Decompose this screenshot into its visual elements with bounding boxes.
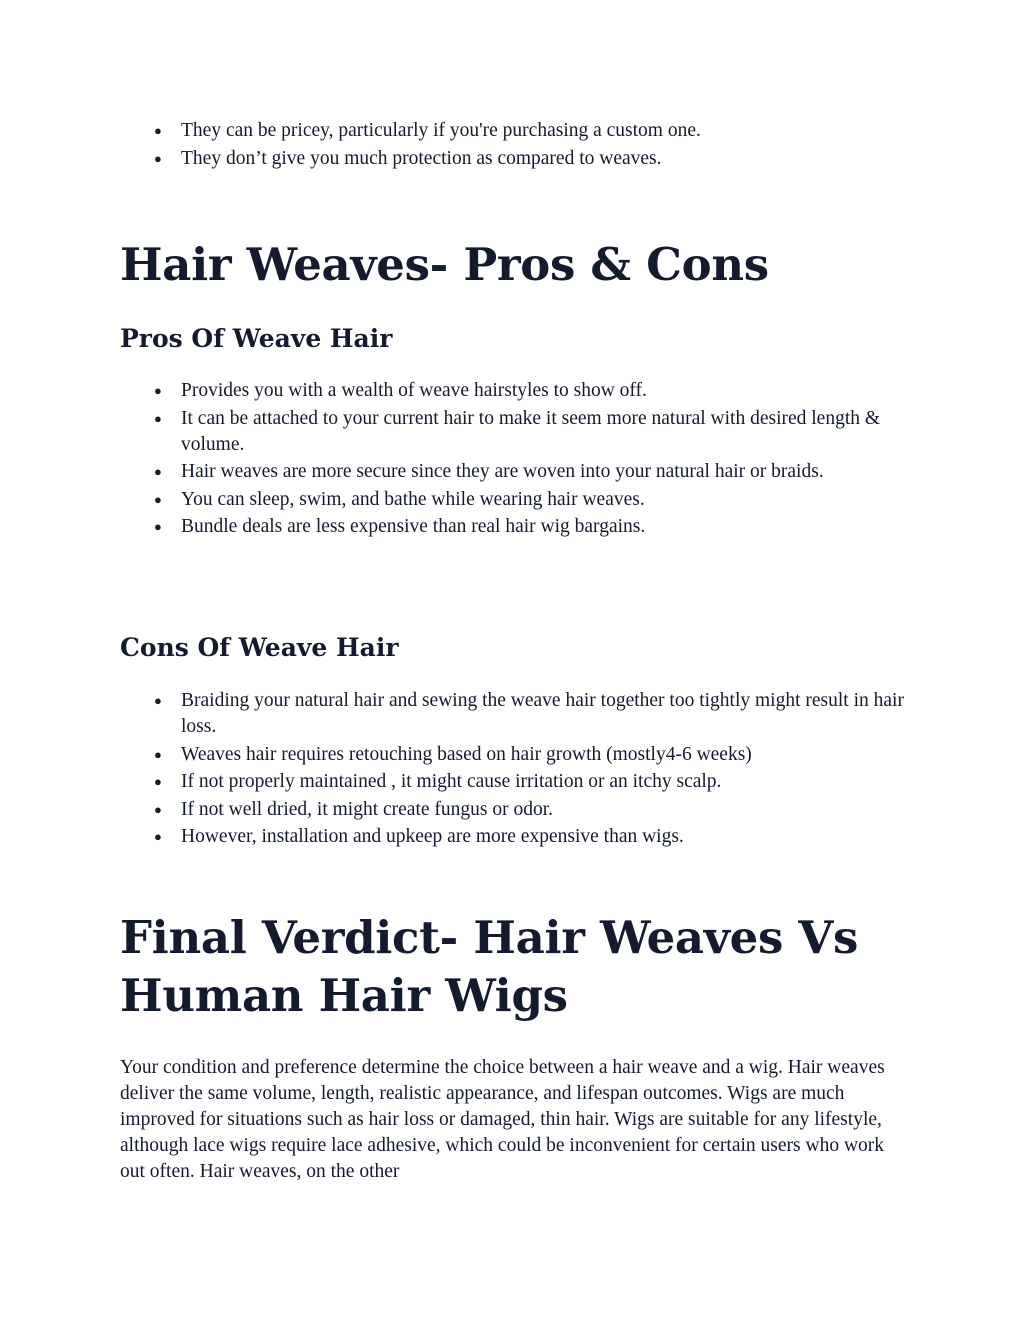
section-title-final-verdict: Final Verdict- Hair Weaves Vs Human Hair Wigs (120, 911, 859, 1022)
list-item: ● They don’t give you much protection as compared to weaves. (0, 146, 1024, 172)
list-item: ● You can sleep, swim, and bathe while wearing hair weaves. (0, 487, 1024, 513)
list-item: ● Weaves hair requires retouching based on hair growth (mostly4-6 weeks) (0, 742, 1024, 768)
cons-list (0, 688, 1024, 852)
list-item: ● However, installation and upkeep are more expensive than wigs. (0, 824, 1024, 850)
bullet-icon: ● (154, 383, 162, 398)
bullet-icon: ● (154, 801, 162, 817)
bullet-icon: ● (154, 150, 162, 166)
bullet-icon: ● (154, 519, 162, 534)
bullet-icon: ● (154, 774, 162, 789)
pros-heading: Pros Of Weave Hair (120, 324, 393, 353)
pros-list (0, 378, 1024, 542)
bullet-icon: ● (154, 491, 162, 507)
bullet-icon: ● (154, 829, 162, 844)
wig-cons-continued-list (0, 118, 1024, 173)
list-item: ● It can be attached to your current hair to make it seem more natural with desired length & volume. (154, 407, 881, 455)
list-item: ● If not properly maintained , it might cause irritation or an itchy scalp. (0, 769, 1024, 795)
bullet-icon: ● (154, 123, 162, 138)
bullet-icon: ● (154, 410, 162, 426)
list-item: ● They can be pricey, particularly if you're purchasing a custom one. (0, 118, 1024, 144)
bullet-icon: ● (154, 693, 162, 708)
bullet-icon: ● (154, 746, 162, 762)
cons-heading: Cons Of Weave Hair (120, 633, 399, 662)
list-item: ● Provides you with a wealth of weave hairstyles to show off. (0, 378, 1024, 404)
verdict-paragraph: Your condition and preference determine the choice between a hair weave and a wig. Hair weaves deliver the same volume, length, realistic appearance, and lifespan outcomes. Wigs are much improved for situations such as hair loss or damaged, thin hair. Wigs are suitable for any lifestyle, although lace wigs require lace adhesive, which could be inconvenient for certain users who work out often. Hair weaves, on the other (120, 1057, 885, 1182)
list-item: ● Hair weaves are more secure since they are woven into your natural hair or braids. (0, 459, 1024, 485)
list-item: ● Bundle deals are less expensive than real hair wig bargains. (0, 514, 1024, 540)
list-item: ● If not well dried, it might create fungus or odor. (0, 797, 1024, 823)
list-item: ● Braiding your natural hair and sewing the weave hair together too tightly might result in hair loss. (154, 690, 904, 737)
section-title-hair-weaves: Hair Weaves- Pros & Cons (120, 238, 769, 291)
bullet-icon: ● (154, 464, 162, 479)
